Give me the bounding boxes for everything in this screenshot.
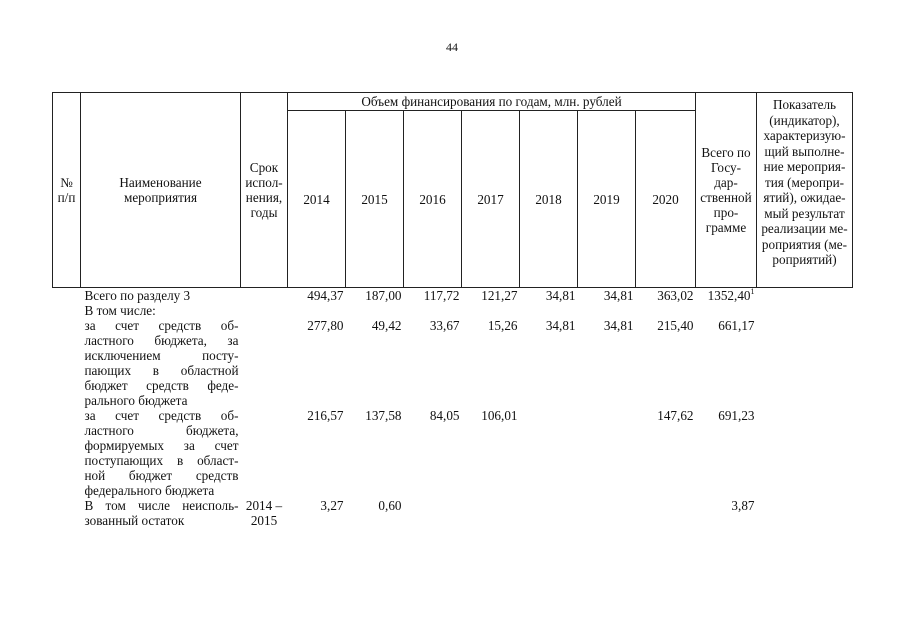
row-num [53, 318, 81, 408]
header-year: 2019 [578, 111, 636, 288]
table-row [53, 318, 853, 408]
row-value: 34,81 [603, 288, 634, 303]
row-value [636, 303, 696, 318]
header-name: Наименование мероприятия [81, 93, 241, 288]
funding-table [52, 92, 853, 528]
row-value [636, 498, 696, 528]
header-year: 2016 [404, 111, 462, 288]
row-value: 84,05 [429, 408, 460, 423]
row-term [241, 303, 288, 318]
row-value [520, 498, 578, 528]
row-value [288, 303, 346, 318]
row-num [53, 303, 81, 318]
footnote-mark: 1 [750, 287, 755, 296]
table-row [53, 498, 853, 528]
row-value [578, 303, 636, 318]
row-value: 15,26 [487, 318, 518, 333]
row-value: 215,40 [657, 318, 694, 333]
row-indicator [757, 408, 853, 498]
row-value: 216,57 [307, 408, 344, 423]
row-total: 691,23 [718, 408, 755, 423]
row-total: 3,87 [731, 498, 755, 513]
row-indicator [757, 498, 853, 528]
row-value: 147,62 [657, 408, 694, 423]
row-value [578, 498, 636, 528]
row-num [53, 498, 81, 528]
row-term [241, 288, 288, 304]
row-value: 34,81 [603, 318, 634, 333]
header-year: 2020 [636, 111, 696, 288]
header-total: Всего по Госу- дар- ственной про- грамме [696, 93, 757, 288]
table-row [53, 408, 853, 498]
row-value: 49,42 [371, 318, 402, 333]
header-year: 2017 [462, 111, 520, 288]
row-value: 121,27 [481, 288, 518, 303]
row-value [404, 498, 462, 528]
row-value: 33,67 [429, 318, 460, 333]
row-value: 494,37 [307, 288, 344, 303]
row-term [241, 408, 288, 498]
row-value: 106,01 [481, 408, 518, 423]
header-year: 2015 [346, 111, 404, 288]
row-value: 137,58 [365, 408, 402, 423]
table-row [53, 288, 853, 304]
row-value [520, 408, 578, 498]
row-indicator [757, 318, 853, 408]
row-value: 3,27 [320, 498, 344, 513]
header-indicator: Показатель (индикатор), характеризую- щий выполне- ние мероприя- тия (меропри- ятий), ожидае- мый результат реализации ме- роприятия (ме- роприятий) [757, 93, 853, 288]
row-value: 0,60 [378, 498, 402, 513]
row-value: 187,00 [365, 288, 402, 303]
row-indicator [757, 288, 853, 304]
header-year: 2014 [288, 111, 346, 288]
row-total-value: 1352,40 [707, 288, 751, 303]
header-funding-title: Объем финансирования по годам, млн. рублей [288, 93, 696, 111]
row-name: Всего по разделу 3 [84, 288, 191, 303]
row-value [520, 303, 578, 318]
header-term: Срок испол- нения, годы [241, 93, 288, 288]
row-value: 117,72 [423, 288, 460, 303]
row-term: 2014 – 2015 [245, 498, 283, 528]
row-value [346, 303, 404, 318]
header-year: 2018 [520, 111, 578, 288]
row-value: 363,02 [657, 288, 694, 303]
row-value [462, 303, 520, 318]
row-name: В том числе неисполь- зованный остаток [84, 498, 239, 528]
row-value: 277,80 [307, 318, 344, 333]
page-number: 44 [446, 40, 458, 54]
row-name: за счет средств об- ластного бюджета, за исключением посту- пающих в областной бюджет средств феде- рального бюджета [84, 318, 239, 408]
row-value: 34,81 [545, 288, 576, 303]
row-indicator [757, 303, 853, 318]
row-num [53, 408, 81, 498]
table-row [53, 303, 853, 318]
header-num: № п/п [53, 93, 81, 288]
row-value [462, 498, 520, 528]
row-value [578, 408, 636, 498]
row-total [696, 288, 757, 304]
row-name: В том числе: [84, 303, 156, 318]
row-term [241, 318, 288, 408]
row-total: 661,17 [718, 318, 755, 333]
row-value: 34,81 [545, 318, 576, 333]
row-name: за счет средств об- ластного бюджета, формируемых за счет поступающих в област- ной бюджет средств федерального бюджета [84, 408, 239, 498]
row-total [696, 303, 757, 318]
row-value [404, 303, 462, 318]
row-num [53, 288, 81, 304]
